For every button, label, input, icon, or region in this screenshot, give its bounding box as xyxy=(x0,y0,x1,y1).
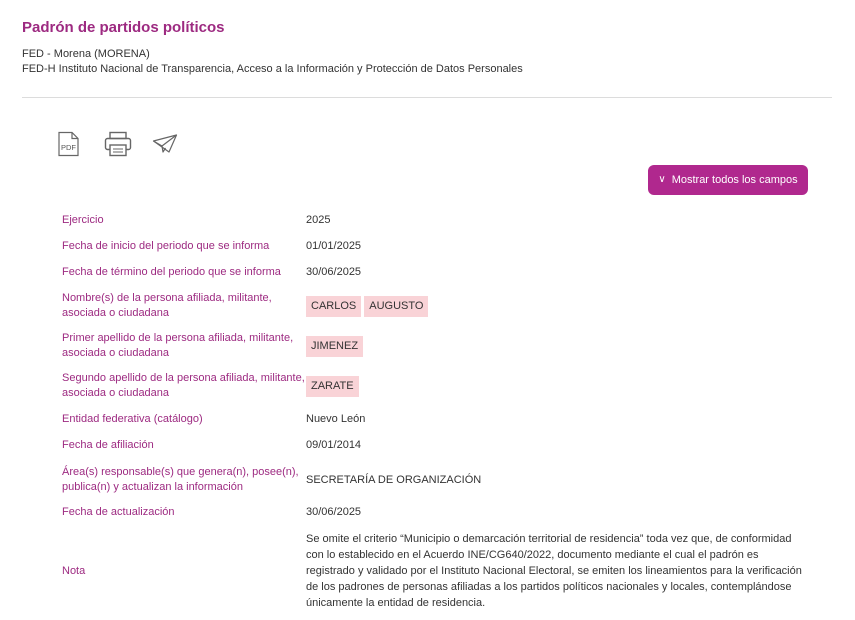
field-label: Fecha de afiliación xyxy=(62,438,154,451)
party-name: FED - Morena (MORENA) xyxy=(22,48,150,60)
field-label: Segundo apellido de la persona afiliada, militante, asociada o ciudadana xyxy=(62,372,305,399)
name-tag: AUGUSTO xyxy=(364,296,428,317)
field-label: Nota xyxy=(62,564,86,577)
field-value xyxy=(306,296,802,317)
field-row-ejercicio xyxy=(62,212,802,228)
field-value: Se omite el criterio “Municipio o demarcación territorial de residencia” toda vez que, de conformidad con lo establecido en el Acuerdo INE/CG640/2022, documento mediante el cual el padrón es registrado y validado por el Instituto Nacional Electoral, se emiten los lineamientos para la verificación de los padrones de personas afiliadas a los partidos políticos nacionales y locales, contemplándose únicamente la entidad de residencia. xyxy=(306,533,802,609)
institution-name: FED-H Instituto Nacional de Transparencia, Acceso a la Información y Protección de Datos Personales xyxy=(22,63,523,75)
field-value: 09/01/2014 xyxy=(306,438,362,451)
field-label: Fecha de inicio del periodo que se informa xyxy=(62,239,270,252)
page-title: Padrón de partidos políticos xyxy=(22,19,225,36)
show-all-fields-button[interactable] xyxy=(648,165,808,195)
field-row-fecha-actualizacion xyxy=(62,504,802,520)
print-icon[interactable] xyxy=(104,131,132,157)
paper-plane-icon[interactable] xyxy=(152,133,178,155)
field-value xyxy=(306,336,802,357)
field-label: Área(s) responsable(s) que genera(n), posee(n), publica(n) y actualizan la información xyxy=(62,466,299,493)
field-row-fecha-termino xyxy=(62,264,802,280)
surname-tag: ZARATE xyxy=(306,376,359,397)
field-label: Ejercicio xyxy=(62,213,104,226)
show-all-fields-label: Mostrar todos los campos xyxy=(671,174,798,186)
field-label: Fecha de término del periodo que se informa xyxy=(62,265,281,278)
header-divider xyxy=(22,97,832,98)
double-chevron-down-icon: ∨ xyxy=(658,174,666,185)
field-row-entidad xyxy=(62,411,802,427)
field-row-segundo-apellido xyxy=(62,370,802,402)
field-row-nota xyxy=(62,530,802,612)
field-value: 30/06/2025 xyxy=(306,265,362,278)
field-row-fecha-afiliacion xyxy=(62,437,802,453)
name-tag: CARLOS xyxy=(306,296,361,317)
field-value: SECRETARÍA DE ORGANIZACIÓN xyxy=(306,473,482,486)
field-value xyxy=(306,376,802,397)
field-label: Fecha de actualización xyxy=(62,505,175,518)
field-row-fecha-inicio xyxy=(62,238,802,254)
field-value: Nuevo León xyxy=(306,412,366,425)
pdf-icon[interactable] xyxy=(56,131,82,157)
field-value: 2025 xyxy=(306,213,331,226)
field-value: 30/06/2025 xyxy=(306,505,362,518)
field-label: Entidad federativa (catálogo) xyxy=(62,412,203,425)
field-row-area xyxy=(62,464,802,496)
field-value: 01/01/2025 xyxy=(306,239,362,252)
surname-tag: JIMENEZ xyxy=(306,336,363,357)
field-row-nombres xyxy=(62,290,802,322)
field-row-primer-apellido xyxy=(62,330,802,362)
field-label: Primer apellido de la persona afiliada, militante, asociada o ciudadana xyxy=(62,332,294,359)
pdf-icon-text: PDF xyxy=(61,143,76,152)
field-label: Nombre(s) de la persona afiliada, militante, asociada o ciudadana xyxy=(62,292,272,319)
